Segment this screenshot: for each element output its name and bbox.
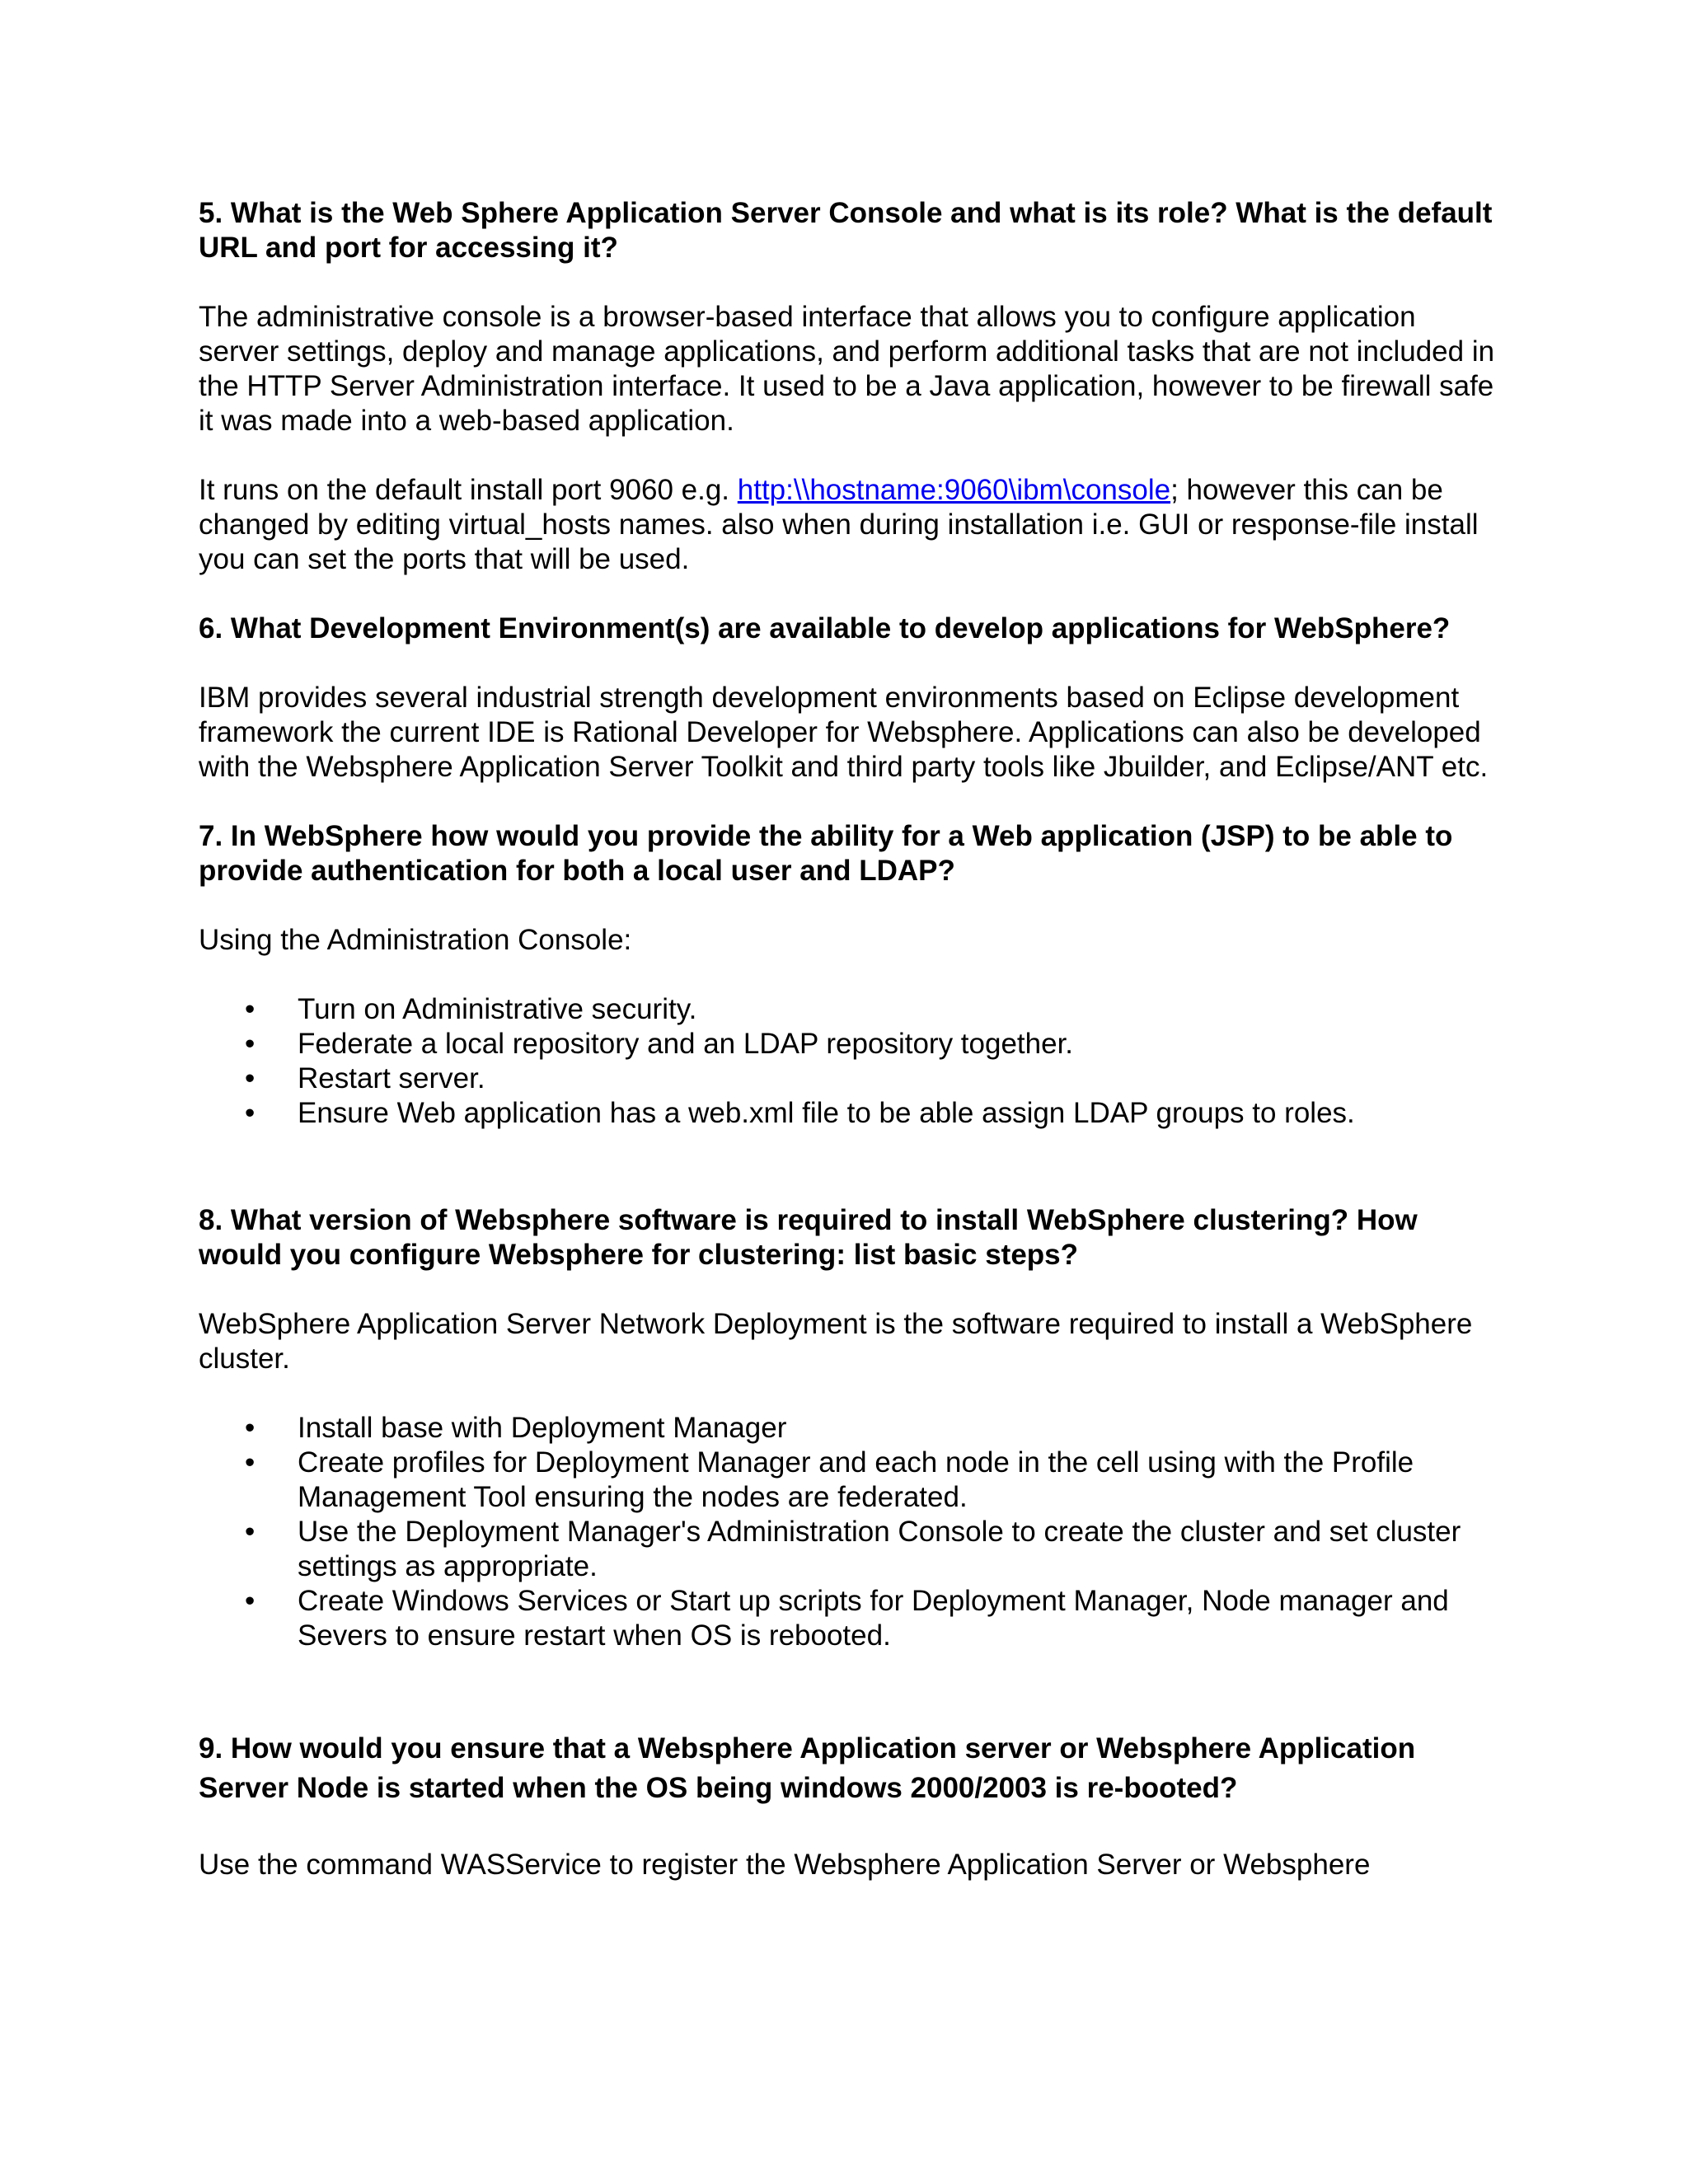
list-item: • Install base with Deployment Manager	[199, 1411, 1501, 1446]
question-7-bullet-list	[199, 992, 1501, 1131]
list-item: • Create profiles for Deployment Manager and each node in the cell using with the Profile Management Tool ensuring the nodes are federated.	[199, 1446, 1501, 1515]
list-item: • Restart server.	[199, 1062, 1501, 1096]
question-7-heading: 7. In WebSphere how would you provide the ability for a Web application (JSP) to be able to provide authentication for both a local user and LDAP?	[199, 820, 1453, 887]
question-5-heading: 5. What is the Web Sphere Application Server Console and what is its role? What is the default URL and port for accessing it?	[199, 197, 1493, 264]
question-6-answer-paragraph: IBM provides several industrial strength development environments based on Eclipse development framework the current IDE is Rational Developer for Websphere. Applications can also be developed with the Websphere Application Server Toolkit and third party tools like Jbuilder, and Eclipse/ANT etc.	[199, 682, 1489, 783]
question-9-heading: 9. How would you ensure that a Websphere Application server or Websphere Application Server Node is started when the OS being windows 2000/2003 is re-booted?	[199, 1732, 1416, 1804]
para-text-before-link: It runs on the default install port 9060 e.g.	[199, 474, 738, 506]
question-5-answer-paragraph-2	[199, 473, 1501, 577]
console-url-link[interactable]: http:\\hostname:9060\ibm\console	[737, 474, 1171, 506]
question-6-heading: 6. What Development Environment(s) are available to develop applications for WebSphere?	[199, 612, 1451, 644]
question-7-answer-intro: Using the Administration Console:	[199, 924, 632, 956]
list-item: • Ensure Web application has a web.xml file to be able assign LDAP groups to roles.	[199, 1096, 1501, 1131]
document-page	[199, 196, 1501, 1882]
question-8-heading: 8. What version of Websphere software is required to install WebSphere clustering? How would you configure Websphere for clustering: list basic steps?	[199, 1204, 1418, 1271]
list-item: • Use the Deployment Manager's Administration Console to create the cluster and set cluster settings as appropriate.	[199, 1515, 1501, 1584]
question-8-answer-paragraph: WebSphere Application Server Network Deployment is the software required to install a WebSphere cluster.	[199, 1308, 1473, 1375]
para-text-after-link: ; however this can be changed by editing virtual_hosts names. also when during installation i.e. GUI or response-file install you can set the ports that will be used.	[199, 474, 1479, 575]
question-9-answer-paragraph: Use the command WASService to register the Websphere Application Server or Websphere	[199, 1849, 1371, 1881]
question-8-bullet-list	[199, 1411, 1501, 1653]
list-item: • Turn on Administrative security.	[199, 992, 1501, 1027]
list-item: • Federate a local repository and an LDAP repository together.	[199, 1027, 1501, 1062]
list-item: • Create Windows Services or Start up scripts for Deployment Manager, Node manager and Severs to ensure restart when OS is rebooted.	[199, 1584, 1501, 1653]
question-5-answer-paragraph-1: The administrative console is a browser-based interface that allows you to configure application server settings, deploy and manage applications, and perform additional tasks that are not included in the HTTP Server Administration interface. It used to be a Java application, however to be firewall safe it was made into a web-based application.	[199, 301, 1495, 437]
